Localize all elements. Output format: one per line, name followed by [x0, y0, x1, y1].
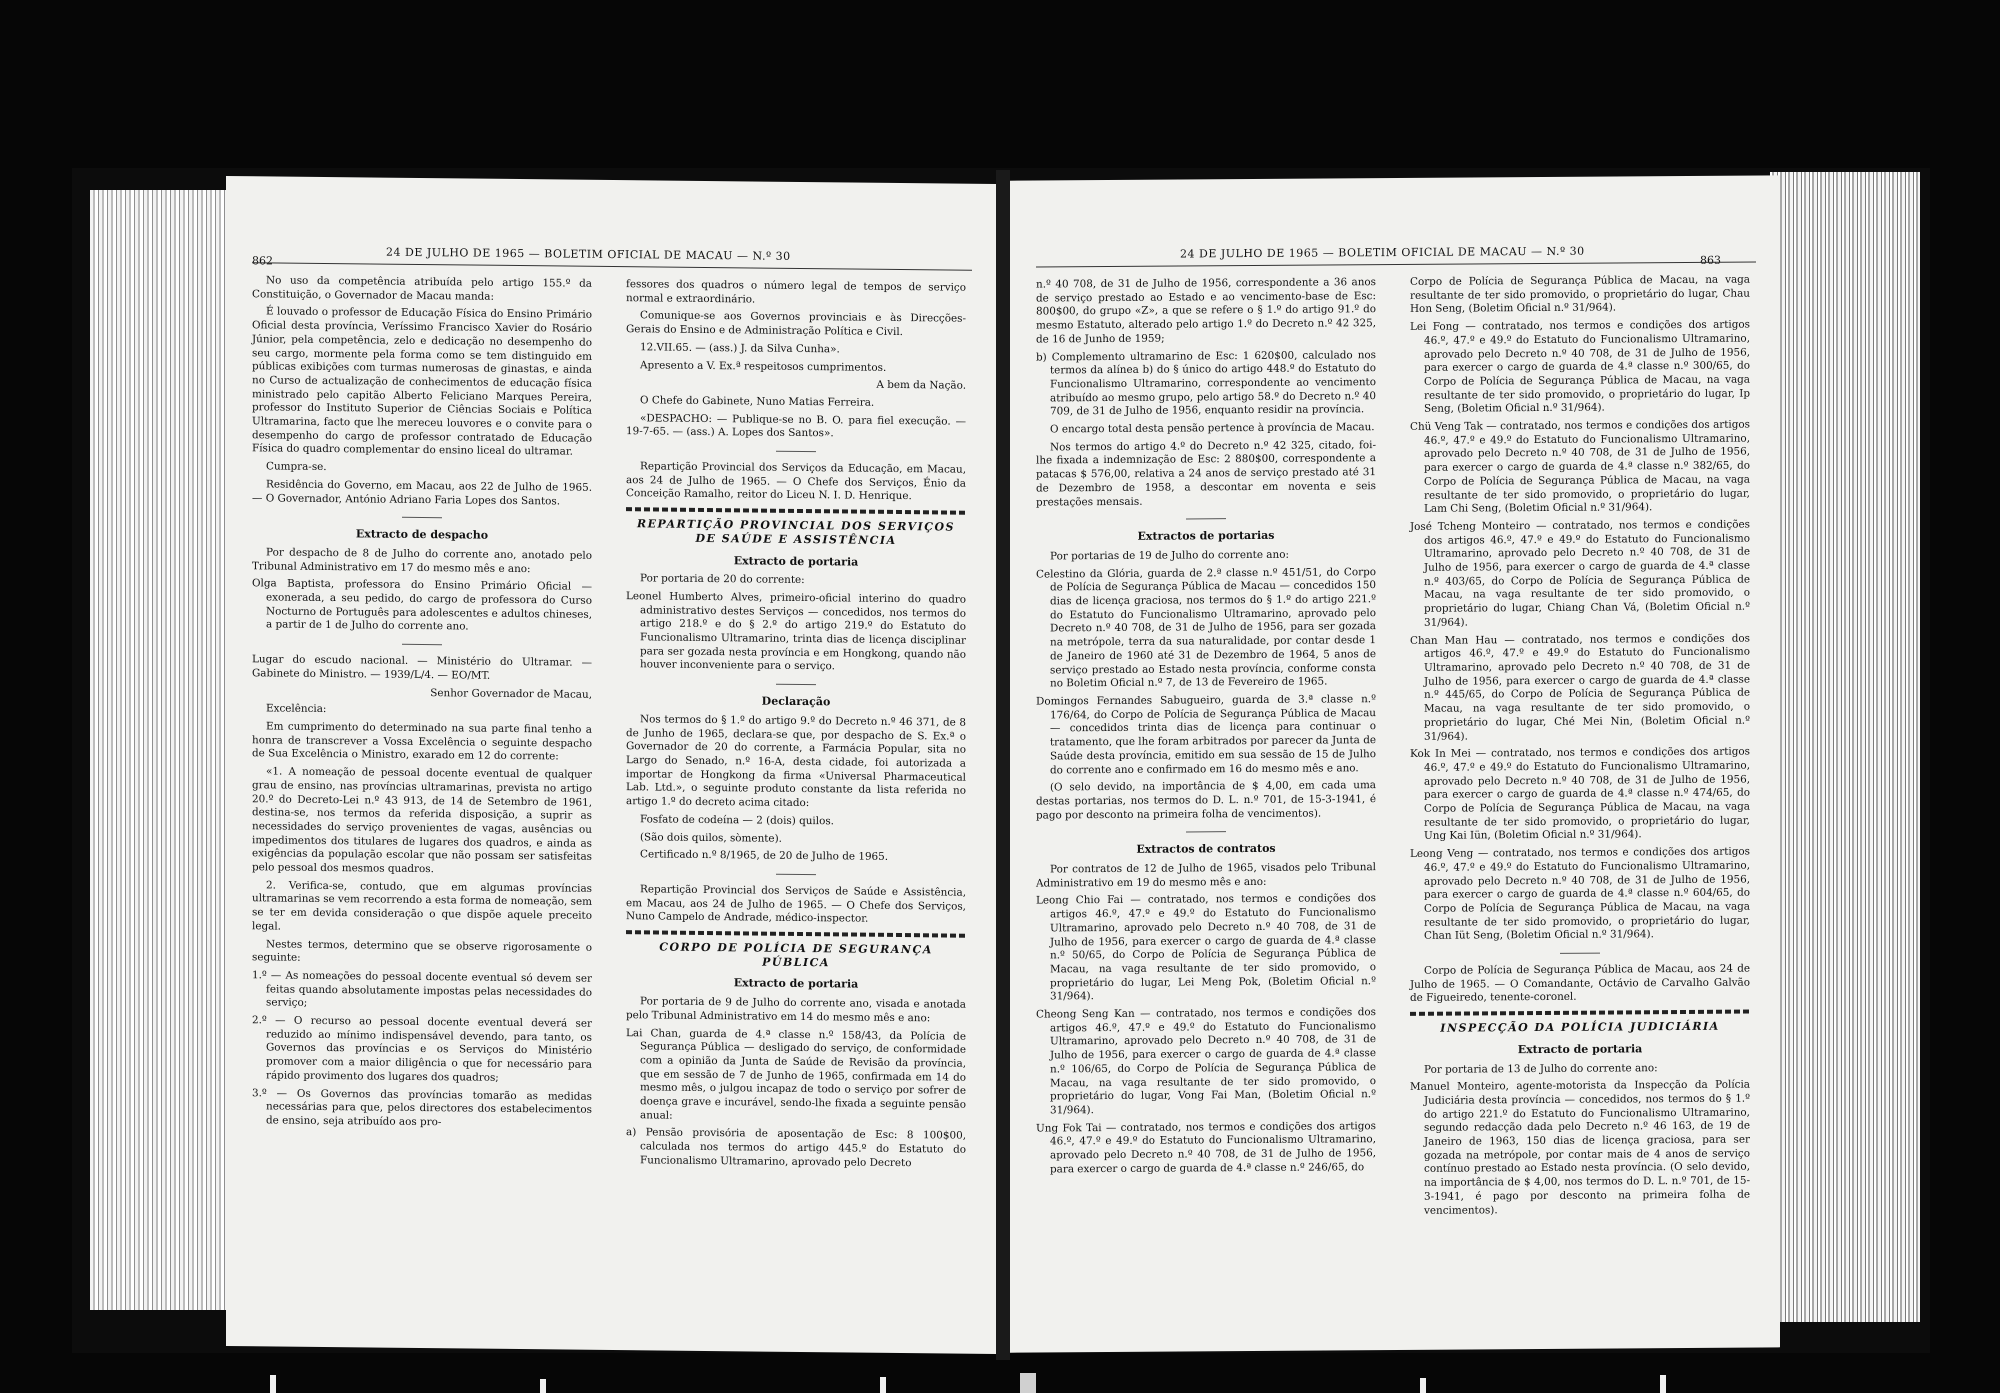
scan-bottom-marks — [240, 1370, 1800, 1393]
section-divider — [776, 684, 816, 685]
section-divider — [402, 517, 442, 518]
section-heading: Extracto de portaria — [733, 976, 859, 992]
paragraph: Cumpra-se. — [266, 460, 327, 474]
paragraph: Em cumprimento do determinado na sua parte final tenho a honra de transcrever a Vossa Excelência o seguinte despacho de Sua Excelência o Ministro, exarado em 12 do corrente: — [252, 720, 592, 763]
paragraph: No uso da competência atribuída pelo artigo 155.º da Constituição, o Governador de Macau manda: — [252, 274, 592, 303]
section-heading: Extracto de portaria — [733, 553, 859, 569]
paragraph: «DESPACHO: — Publique-se no B. O. para fiel execução. — 19-7-65. — (ass.) A. Lopes dos Santos». — [626, 411, 966, 440]
paragraph: Cheong Seng Kan — contratado, nos termos e condições dos artigos 46.º, 47.º e 49.º do Estatuto do Funcionalismo Ultramarino, aprovado pelo Decreto n.º 40 708, de 31 de Julho de 1956, para exercer o cargo de guarda de 4.ª classe n.º 106/65, do Corpo de Polícia de Segurança Pública de Macau, na vaga resultante de ter sido promovido, o proprietário do lugar, Vong Fai Man, (Boletim Oficial n.º 31/964). — [1036, 1006, 1376, 1117]
paragraph: O encargo total desta pensão pertence à província de Macau. — [1050, 421, 1375, 436]
paragraph: Nestes termos, determino que se observe rigorosamente o seguinte: — [252, 937, 592, 964]
paragraph: Repartição Provincial dos Serviços de Saúde e Assistência, em Macau, aos 24 de Julho de 1965. — O Chefe dos Serviços, Nuno Campelo de Andrade, médico-inspector. — [626, 883, 966, 926]
section-divider — [402, 644, 442, 645]
paragraph: Por portaria de 20 do corrente: — [640, 572, 805, 587]
paragraph: Kok In Mei — contratado, nos termos e condições dos artigos 46.º, 47.º e 49.º do Estatuto do Funcionalismo Ultramarino, aprovado pelo Decreto n.º 40 708, de 31 de Julho de 1956, para exercer o cargo de guarda de 4.ª classe n.º 474/65, do Corpo de Polícia de Segurança Pública de Macau, na vaga resultante de ter sido promovido, o proprietário do lugar, Ung Kai Iün, (Boletim Oficial n.º 31/964). — [1410, 745, 1750, 843]
paragraph: n.º 40 708, de 31 de Julho de 1956, correspondente a 36 anos de serviço prestado ao Estado e ao vencimento-base de Esc: 800$00, do grupo «Z», a que se refere o § 1.º do artigo 91.º do mesmo Estatuto, alterado pelo artigo 1.º do Decreto n.º 42 325, de 16 de Junho de 1959; — [1036, 276, 1376, 346]
ornamental-rule — [1410, 1010, 1750, 1016]
paragraph: Lugar do escudo nacional. — Ministério do Ultramar. — Gabinete do Ministro. — 1939/L/4. — EO/MT. — [252, 653, 592, 682]
paragraph: Nos termos do artigo 4.º do Decreto n.º 42 325, citado, foi-lhe fixada a indemnização de Esc: 2 880$00, correspondente a patacas $ 576,00, relativa a 24 anos de serviço prestado até 31 de Dezembro de 1958, a descontar em noventa e seis prestações mensais. — [1036, 438, 1376, 509]
right-page — [1010, 175, 1780, 1352]
paragraph: Lei Fong — contratado, nos termos e condições dos artigos 46.º, 47.º e 49.º do Estatuto do Funcionalismo Ultramarino, aprovado pelo Decreto n.º 40 708, de 31 de Julho de 1956, para exercer o cargo de guarda de 4.ª classe n.º 300/65, do Corpo de Polícia de Segurança Pública de Macau, na vaga resultante de ter sido promovido, o proprietário do lugar, Ip Seng, (Boletim Oficial n.º 31/964). — [1410, 318, 1750, 416]
paragraph: Manuel Monteiro, agente-motorista da Inspecção da Polícia Judiciária desta província — concedidos, nos termos do § 1.º do artigo 221.º do Estatuto do Funcionalismo Ultramarino, segundo redacção dada pelo Decreto n.º 46 163, de 19 de Janeiro de 1963, 150 dias de licença graciosa, para ser gozada na metrópole, por contar mais de 4 anos de serviço contínuo prestado ao Estado nesta província. (O selo devido, na importância de $ 4,00, nos termos do D. L. n.º 701, de 15-3-1941, é pago por desconto na primeira folha de vencimentos). — [1410, 1078, 1750, 1217]
paragraph: 3.º — Os Governos das províncias tomarão as medidas necessárias para que, pelos directores dos estabelecimentos de ensino, seja atribuído aos pro- — [252, 1086, 592, 1129]
paragraph: Repartição Provincial dos Serviços da Educação, em Macau, aos 24 de Julho de 1965. — O Chefe dos Serviços, Énio da Conceição Ramalho, reitor do Liceu N. I. D. Henrique. — [626, 460, 966, 503]
paragraph: 12.VII.65. — (ass.) J. da Silva Cunha». — [640, 341, 840, 356]
department-heading: CORPO DE POLÍCIA DE SEGURANÇA PÚBLICA — [659, 940, 933, 970]
paragraph: (São dois quilos, sòmente). — [640, 830, 782, 845]
paragraph: Domingos Fernandes Sabugueiro, guarda de 3.ª classe n.º 176/64, do Corpo de Polícia de Segurança Pública de Macau — concedidos trinta dias de licença para continuar o tratamento, que lhe foram arbitrados por parecer da Junta de Saúde desta província, emitido em sua sessão de 15 de Julho do corrente ano e confirmado em 16 do mesmo mês e ano. — [1036, 693, 1376, 776]
paragraph: Por despacho de 8 de Julho do corrente ano, anotado pelo Tribunal Administrativo em 17 do mesmo mês e ano: — [252, 546, 592, 575]
paragraph: Lai Chan, guarda de 4.ª classe n.º 158/43, da Polícia de Segurança Pública — desligado do serviço, de conformidade com a opinião da Junta de Saúde de Revisão da província, que em sessão de 7 de Junho de 1965, confirmada em 14 do mesmo mês, o julgou incapaz de todo o serviço por sofrer de doença grave e incurável, sendo-lhe fixada a seguinte pensão anual: — [626, 1026, 966, 1122]
paragraph: É louvado o professor de Educação Física do Ensino Primário Oficial desta província, Veríssimo Francisco Xavier do Rosário Júnior, pela competência, zelo e dedicação no desempenho do seu cargo, mormente pela forma como se tem distinguido em públicas exibições com turmas numerosas de ginastas, e ainda no Curso de actualização de conhecimentos de educação física ministrado pelo capitão Alberto Feliciano Marques Pereira, professor do Instituto Superior de Ciências Sociais e Política Ultramarina, facto que lhe mereceu louvores e o convite para o desempenho do cargo de professor contratado de Educação Física do quadro complementar do ensino liceal do ultramar. — [252, 305, 592, 459]
page-number: 863 — [1700, 253, 1721, 267]
paragraph: Leong Chio Fai — contratado, nos termos e condições dos artigos 46.º, 47.º e 49.º do Estatuto do Funcionalismo Ultramarino, aprovado pelo Decreto n.º 40 708, de 31 de Julho de 1956, para exercer o cargo de guarda de 4.ª classe n.º 50/65, do Corpo de Polícia de Segurança Pública de Macau, na vaga resultante de ter sido promovido, o proprietário do lugar, Lei Meng Pok, (Boletim Oficial n.º 31/964). — [1036, 892, 1376, 1003]
section-heading: Declaração — [761, 694, 831, 709]
paragraph: Apresento a V. Ex.ª respeitosos cumprimentos. — [640, 358, 887, 374]
section-divider — [1186, 518, 1226, 519]
paragraph: O Chefe do Gabinete, Nuno Matias Ferreira. — [640, 394, 875, 409]
department-heading: REPARTIÇÃO PROVINCIAL DOS SERVIÇOS DE SAÚDE E ASSISTÊNCIA — [637, 517, 955, 547]
running-head: 24 DE JULHO DE 1965 — BOLETIM OFICIAL DE MACAU — N.º 30 — [386, 245, 791, 263]
paragraph: Fosfato de codeína — 2 (dois) quilos. — [640, 813, 834, 828]
paragraph: «1. A nomeação de pessoal docente eventual de qualquer grau de ensino, nas províncias ultramarinas, prevista no artigo 20.º do Decreto-Lei n.º 43 913, de 14 de Setembro de 1961, destina-se, nos termos da referida disposição, a suprir as necessidades do serviço provenientes de vagas, ausências ou impedimentos dos titulares de lugares dos quadros, e ainda as exigências da população escolar que não possam ser satisfeitas pelo pessoal dos mesmos quadros. — [252, 765, 592, 876]
left-page-column-1 — [252, 274, 592, 1135]
paragraph: Chan Man Hau — contratado, nos termos e condições dos artigos 46.º, 47.º e 49.º do Estatuto do Funcionalismo Ultramarino, aprovado pelo Decreto n.º 40 708, de 31 de Julho de 1956, para exercer o cargo de guarda de 4.ª classe n.º 445/65, do Corpo de Polícia de Segurança Pública de Macau, na vaga resultante de ter sido promovido, o proprietário do lugar, Ché Mei Nin, (Boletim Oficial n.º 31/964). — [1410, 632, 1750, 743]
paragraph: Corpo de Polícia de Segurança Pública de Macau, na vaga resultante de ter sido promovido, o proprietário do lugar, Chau Hon Seng, (Boletim Oficial n.º 31/964). — [1410, 273, 1750, 316]
paragraph: Olga Baptista, professora do Ensino Primário Oficial — exonerada, a seu pedido, do cargo de professora do Curso Nocturno de Português para adolescentes e adultos chineses, a partir de 1 de Julho do corrente ano. — [252, 577, 592, 633]
paragraph: Corpo de Polícia de Segurança Pública de Macau, aos 24 de Julho de 1965. — O Comandante, Octávio de Carvalho Galvão de Figueiredo, tenente-coronel. — [1410, 962, 1750, 1005]
ornamental-rule — [626, 930, 966, 938]
paragraph: a) Pensão provisória de aposentação de Esc: 8 100$00, calculada nos termos do artigo 445.º do Estatuto do Funcionalismo Ultramarino, aprovado pelo Decreto — [626, 1126, 966, 1170]
running-head: 24 DE JULHO DE 1965 — BOLETIM OFICIAL DE MACAU — N.º 30 — [1180, 244, 1585, 261]
paragraph: Leong Veng — contratado, nos termos e condições dos artigos 46.º, 47.º e 49.º do Estatuto do Funcionalismo Ultramarino, aprovado pelo Decreto n.º 40 708, de 31 de Julho de 1956, para exercer o cargo de guarda de 4.ª classe n.º 604/65, do Corpo de Polícia de Segurança Pública de Macau, na vaga resultante de ter sido promovido, o proprietário do lugar, Chan Iüt Seng, (Boletim Oficial n.º 31/964). — [1410, 845, 1750, 943]
section-divider — [1186, 831, 1226, 832]
ornamental-rule — [626, 507, 966, 515]
paragraph: Por portaria de 9 de Julho do corrente ano, visada e anotada pelo Tribunal Administrativo em 14 do mesmo mês e ano: — [626, 995, 966, 1025]
left-page-edges — [90, 190, 240, 1310]
paragraph: Por contratos de 12 de Julho de 1965, visados pelo Tribunal Administrativo em 19 do mesmo mês e ano: — [1036, 861, 1376, 890]
right-page-column-2 — [1410, 274, 1750, 1223]
section-divider — [1560, 953, 1600, 954]
department-heading: INSPECÇÃO DA POLÍCIA JUDICIÁRIA — [1440, 1019, 1720, 1035]
section-heading: Extractos de portarias — [1137, 529, 1275, 544]
left-page-column-2 — [626, 278, 966, 1175]
paragraph: José Tcheng Monteiro — contratado, nos termos e condições dos artigos 46.º, 47.º e 49.º do Estatuto do Funcionalismo Ultramarino, aprovado pelo Decreto n.º 40 708, de 31 de Julho de 1956, para exercer o cargo de guarda de 4.ª classe n.º 403/65, do Corpo de Polícia de Segurança Pública de Macau, na vaga resultante de ter sido promovido, o proprietário do lugar, Chiang Chan Vá, (Boletim Oficial n.º 31/964). — [1410, 518, 1750, 629]
section-heading: Extracto de despacho — [355, 527, 489, 542]
paragraph: 2. Verifica-se, contudo, que em algumas províncias ultramarinas se vem recorrendo a esta forma de nomeação, sem se ter em devida consideração o que dispõe aquele preceito legal. — [252, 879, 592, 933]
paragraph: Certificado n.º 8/1965, de 20 de Julho de 1965. — [640, 848, 889, 864]
paragraph: Ung Fok Tai — contratado, nos termos e condições dos artigos 46.º, 47.º e 49.º do Estatuto do Funcionalismo Ultramarino, aprovado pelo Decreto n.º 40 708, de 31 de Julho de 1956, para exercer o cargo de guarda de 4.ª classe n.º 246/65, do — [1036, 1119, 1376, 1176]
paragraph: b) Complemento ultramarino de Esc: 1 620$00, calculado nos termos da alínea b) do § único do artigo 448.º do Estatuto do Funcionalismo Ultramarino, correspondente ao vencimento atribuído ao mesmo grupo, pelo artigo 58.º do Decreto n.º 40 709, de 31 de Julho de 1956, enquanto residir na província. — [1036, 348, 1376, 418]
paragraph: Celestino da Glória, guarda de 2.ª classe n.º 451/51, do Corpo de Polícia de Segurança Pública de Macau — concedidos 150 dias de licença graciosa, nos termos do § 1.º do artigo 221.º do Estatuto do Funcionalismo Ultramarino, aprovado pelo Decreto n.º 40 708, de 31 de Julho de 1956, para ser gozada na metrópole, terra da sua naturalidade, por contar desde 1 de Janeiro de 1960 até 31 de Dezembro de 1964, 5 anos de serviço prestado ao Estado nesta província, conforme consta no Boletim Oficial n.º 7, de 13 de Fevereiro de 1965. — [1036, 565, 1376, 690]
section-heading: Extractos de contratos — [1136, 842, 1276, 857]
header-rule — [252, 262, 972, 271]
paragraph: 2.º — O recurso ao pessoal docente eventual deverá ser reduzido ao mínimo indispensável devendo, para tanto, os Governos das províncias e os Serviços do Ministério promover com a maior diligência o que for necessário para rápido provimento dos lugares dos quadros; — [252, 1014, 592, 1084]
paragraph: Residência do Governo, em Macau, aos 22 de Julho de 1965. — O Governador, António Adriano Faria Lopes dos Santos. — [252, 478, 592, 508]
paragraph: Chü Veng Tak — contratado, nos termos e condições dos artigos 46.º, 47.º e 49.º do Estatuto do Funcionalismo Ultramarino, aprovado pelo Decreto n.º 40 708, de 31 de Julho de 1956, para exercer o cargo de guarda de 4.ª classe n.º 382/65, do Corpo de Polícia de Segurança Pública de Macau, na vaga resultante de ter sido promovido, o proprietário do lugar, Lam Chi Seng, (Boletim Oficial n.º 31/964). — [1410, 418, 1750, 516]
paragraph: Leonel Humberto Alves, primeiro-oficial interino do quadro administrativo destes Serviços — concedidos, nos termos do artigo 218.º e do § 2.º do artigo 219.º do Estatuto do Funcionalismo Ultramarino, trinta dias de licença disciplinar para ser gozada nesta província e em Hongkong, quando não houver inconveniente para o serviço. — [626, 590, 966, 673]
page-number: 862 — [252, 254, 273, 268]
section-heading: Extracto de portaria — [1517, 1042, 1643, 1057]
header-rule — [1036, 261, 1756, 267]
paragraph: 1.º — As nomeações do pessoal docente eventual só devem ser feitas quando absolutamente impostas pelas necessidades do serviço; — [252, 969, 592, 1010]
left-page — [226, 176, 996, 1354]
book-gutter — [996, 170, 1010, 1360]
paragraph: Por portarias de 19 de Julho do corrente ano: — [1050, 548, 1289, 563]
paragraph: Senhor Governador de Macau, — [430, 686, 592, 701]
paragraph: (O selo devido, na importância de $ 4,00, em cada uma destas portarias, nos termos do D. L. n.º 701, de 15-3-1941, é pago por desconto na primeira folha de vencimentos). — [1036, 779, 1376, 822]
paragraph: A bem da Nação. — [876, 378, 966, 392]
paragraph: Excelência: — [266, 702, 327, 716]
section-divider — [776, 451, 816, 452]
right-page-edges — [1770, 172, 1920, 1322]
paragraph: Comunique-se aos Governos provinciais e às Direcções-Gerais do Ensino e de Administração Política e Civil. — [626, 309, 966, 339]
paragraph: fessores dos quadros o número legal de tempos de serviço normal e extraordinário. — [626, 278, 966, 306]
section-divider — [776, 874, 816, 875]
paragraph: Nos termos do § 1.º do artigo 9.º do Decreto n.º 46 371, de 8 de Junho de 1965, declara-se que, por despacho de S. Ex.ª o Governador de 20 do corrente, a Farmácia Popular, sita no Largo do Senado, n.º 16-A, desta cidade, foi autorizada a importar de Hongkong da firma «Universal Pharmaceutical Lab. Ltd.», o seguinte produto constante da lista referida no artigo 1.º do decreto acima citado: — [626, 713, 966, 810]
paragraph: Por portaria de 13 de Julho do corrente ano: — [1424, 1061, 1658, 1076]
right-page-column-1 — [1036, 276, 1376, 1181]
